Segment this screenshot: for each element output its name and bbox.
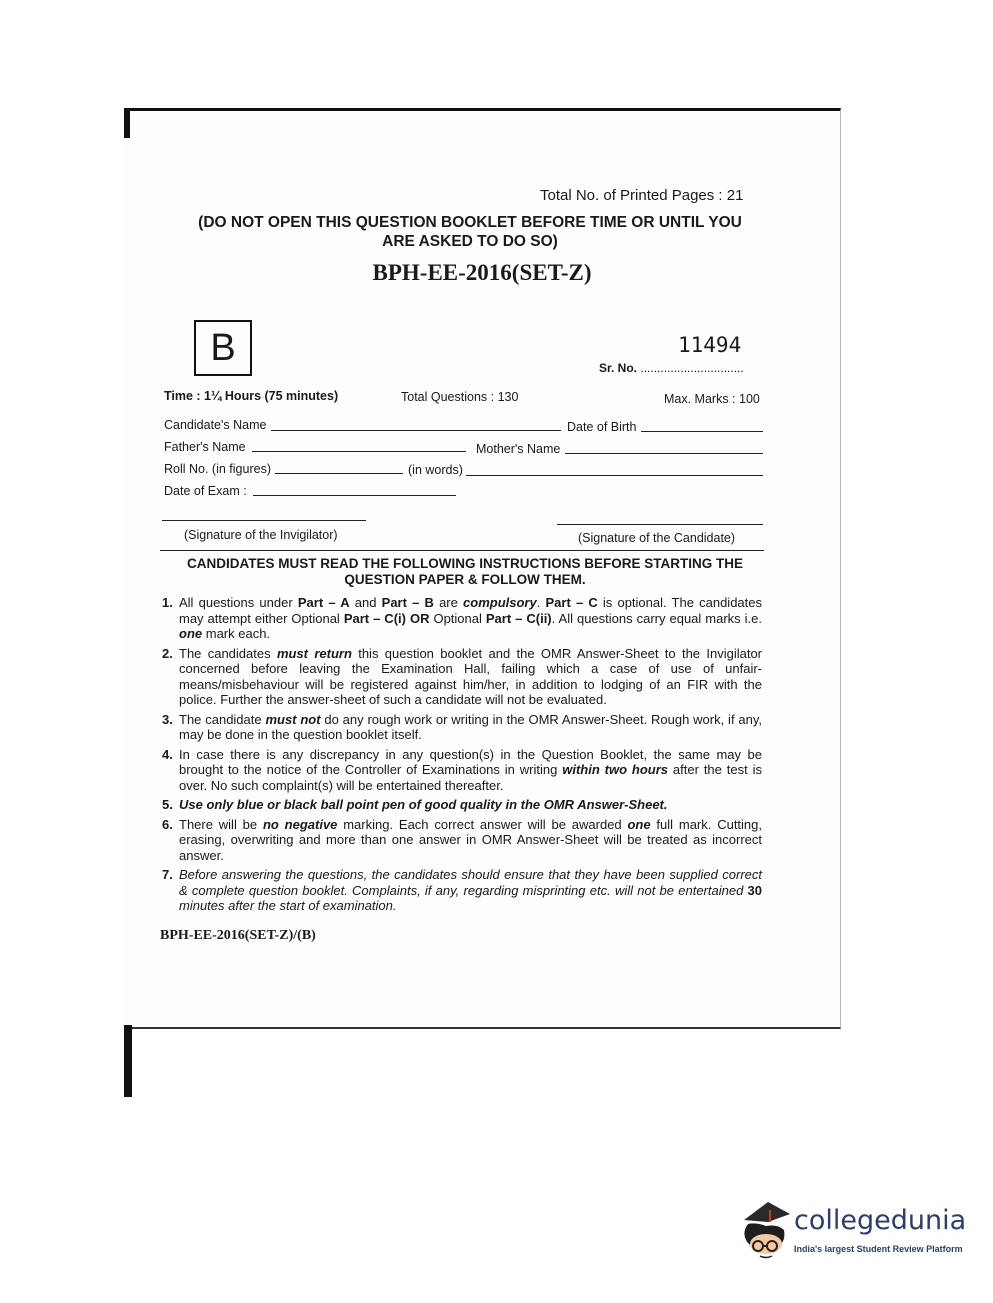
instruction-text: minutes after the start of examination. — [179, 898, 397, 913]
instruction-text: after the test is over. No such complaint(s) will be entertained thereafter. — [179, 762, 763, 793]
collegedunia-logo-text: collegedunia — [794, 1205, 967, 1236]
instruction-text: Part – C(i) OR — [343, 610, 430, 626]
candidate-name-label: Candidate's Name — [164, 418, 267, 432]
footer-code: BPH-EE-2016(SET-Z)/(B) — [160, 928, 316, 943]
instruction-text: Part – C(ii) — [485, 610, 552, 626]
roll-figures-label: Roll No. (in figures) — [164, 462, 271, 476]
instruction-item — [160, 712, 762, 743]
instruction-text: All questions under — [179, 595, 298, 610]
instruction-text: The candidates — [179, 645, 277, 661]
instruction-text: no negative — [262, 816, 338, 832]
serial-label-text: Sr. No. — [599, 361, 638, 375]
roll-figures-line[interactable] — [275, 473, 403, 474]
total-pages: Total No. of Printed Pages : 21 — [540, 187, 744, 204]
instruction-item — [160, 867, 762, 914]
instructions-heading-line-2: QUESTION PAPER & FOLLOW THEM. — [344, 572, 586, 587]
divider — [160, 550, 764, 551]
instruction-text: 30 — [747, 882, 762, 898]
serial-dots: ............................... — [640, 361, 744, 375]
scan-edge-mark — [124, 108, 130, 138]
mother-name-label: Mother's Name — [476, 442, 561, 456]
instructions-list — [160, 595, 762, 918]
mother-name-line[interactable] — [565, 453, 763, 454]
serial-label — [599, 361, 744, 375]
instruction-text: do any rough work or writing in the OMR Answer-Sheet. Rough work, if any, may be done in the question booklet itself. — [179, 711, 762, 742]
instruction-text: is optional. The candidates may attempt either Optional — [179, 595, 762, 626]
date-of-exam-line[interactable] — [253, 495, 456, 496]
instruction-text: one — [179, 626, 203, 641]
instruction-item — [160, 817, 762, 864]
instruction-text: Part – C — [545, 595, 598, 610]
instruction-number: 6. — [162, 816, 173, 832]
instruction-number: 3. — [162, 711, 173, 727]
candidate-signature-label: (Signature of the Candidate) — [578, 531, 736, 545]
candidate-name-line[interactable] — [271, 430, 561, 431]
instruction-text: There will be — [179, 816, 263, 832]
exam-code: BPH-EE-2016(SET-Z) — [372, 260, 592, 285]
instruction-item — [160, 797, 762, 813]
scan-edge-mark-bottom — [124, 1025, 132, 1097]
father-name-label: Father's Name — [164, 440, 246, 454]
dob-line[interactable] — [641, 431, 763, 432]
instruction-text: . — [536, 595, 546, 610]
instruction-text: Part – B — [381, 595, 434, 610]
invigilator-signature-line[interactable] — [162, 520, 366, 521]
instruction-number: 1. — [162, 595, 173, 610]
max-marks: Max. Marks : 100 — [664, 392, 760, 406]
time-info: Time : 1¼ Hours (75 minutes) — [164, 389, 339, 403]
dob-label: Date of Birth — [567, 420, 637, 434]
instruction-number: 7. — [162, 867, 173, 882]
instruction-item — [160, 595, 762, 642]
instruction-text: Part – A — [297, 595, 350, 610]
instruction-text: within two hours — [562, 762, 669, 777]
warning-text — [160, 213, 780, 251]
candidate-signature-line[interactable] — [557, 524, 763, 525]
warning-line-1: (DO NOT OPEN THIS QUESTION BOOKLET BEFORE TIME OR UNTIL YOU — [198, 214, 742, 231]
instruction-text: are — [433, 595, 464, 610]
instructions-heading-line-1: CANDIDATES MUST READ THE FOLLOWING INSTRUCTIONS BEFORE STARTING THE — [187, 556, 743, 571]
booklet-set-box: B — [194, 320, 252, 376]
roll-words-line[interactable] — [466, 475, 763, 476]
instruction-text: Optional — [429, 610, 486, 626]
instruction-text: marking. Each correct answer will be awarded — [337, 816, 628, 832]
instruction-text: must return — [276, 645, 352, 661]
instruction-number: 4. — [162, 746, 173, 762]
instruction-text: must not — [265, 711, 321, 727]
father-name-line[interactable] — [252, 451, 466, 452]
date-of-exam-label: Date of Exam : — [164, 484, 247, 498]
roll-words-label: (in words) — [408, 463, 463, 477]
instruction-item — [160, 747, 762, 794]
total-questions: Total Questions : 130 — [401, 390, 519, 404]
instruction-number: 2. — [162, 645, 173, 661]
warning-line-2: ARE ASKED TO DO SO) — [382, 233, 558, 250]
instructions-heading — [160, 556, 770, 588]
instruction-text: mark each. — [202, 626, 271, 641]
instruction-text: one — [627, 816, 651, 832]
serial-number: 11494 — [678, 333, 742, 357]
instruction-text: In case there is any discrepancy in any question(s) in the Question Booklet, the same may be brought to the notice of the Controller of Examinations in writing — [179, 746, 762, 777]
instruction-text: The candidate — [179, 711, 266, 727]
instruction-text: . All questions carry equal marks i.e. — [551, 610, 763, 626]
instruction-text: Use only blue or black ball point pen of good quality in the OMR Answer-Sheet. — [179, 797, 668, 812]
instruction-text: compulsory — [463, 595, 537, 610]
instruction-text: and — [349, 595, 382, 610]
instruction-number: 5. — [162, 797, 173, 812]
instruction-item — [160, 646, 762, 708]
collegedunia-tagline: India's largest Student Review Platform — [794, 1244, 963, 1254]
instruction-text: this question booklet and the OMR Answer-Sheet to the Invigilator concerned before leaving the Examination Hall, failing which a case of use of unfair-means/misbehaviour will be registered against him/her, in addition to lodging of an FIR with the police. Further the answer-sheet of such a candidate will not be evaluated. — [179, 645, 762, 707]
instruction-text: full mark. Cutting, erasing, overwriting and more than one answer in OMR Answer-Sheet will be treated as incorrect answer. — [179, 816, 762, 863]
invigilator-signature-label: (Signature of the Invigilator) — [184, 528, 338, 542]
instruction-text: Before answering the questions, the candidates should ensure that they have been supplied correct & complete question booklet. Complaints, if any, regarding misprinting etc. will not be entertained — [179, 867, 762, 898]
collegedunia-mascot-icon — [738, 1196, 794, 1262]
